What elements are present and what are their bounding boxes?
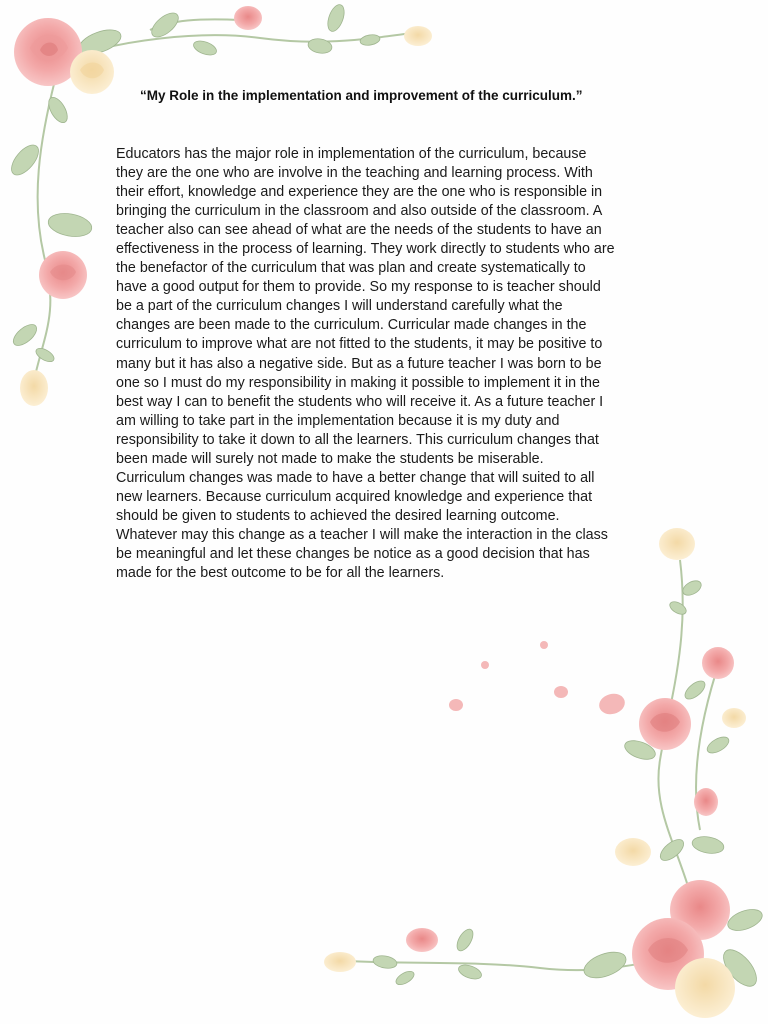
body-line: the benefactor of the curriculum that was plan and create systematically to [116,260,586,277]
document-body [116,145,656,583]
body-line: be meaningful and let these changes be notice as a good decision that has [116,545,590,562]
floating-petals [449,641,627,717]
body-line: Whatever may this change as a teacher I will make the interaction in the class [116,526,608,543]
body-line: teacher also can see ahead of what are the needs of the students to have an [116,222,602,239]
body-line: their effort, knowledge and experience they are the one who is responsible in [116,184,603,201]
document-title: “My Role in the implementation and improvement of the curriculum.” [140,88,583,103]
top-left-cream-rose [70,50,114,94]
body-line: made for the best outcome to be for all the learners. [116,565,445,582]
body-line: am willing to take part in the implementation because it is my duty and [116,412,560,429]
body-line: be a part of the curriculum changes I will understand carefully what the [116,298,563,315]
body-line: one so I must do my responsibility in making it possible to implement it in the [116,374,600,391]
left-cream-bud [20,370,48,406]
body-line: Educators has the major role in implementation of the curriculum, because [116,146,587,162]
body-line: Curriculum changes was made to have a better change that will suited to all [116,469,595,486]
body-line: they are the one who are involve in the teaching and learning process. With [116,165,593,182]
body-line: should be given to students to achieved the desired learning outcome. [116,507,560,524]
body-line: changes are been made to the curriculum. Curricular made changes in the [116,317,587,334]
body-line: many but it has also a negative side. But as a future teacher I was born to be [116,355,602,372]
body-line: curriculum to improve what are not fitted to the students, it may be positive to [116,336,603,353]
bottom-right-vine [330,560,720,970]
body-line: effectiveness in the process of learning. They work directly to students who are [116,241,615,258]
body-line: new learners. Because curriculum acquired knowledge and experience that [116,488,593,505]
left-rose [39,251,87,299]
body-line: been made will surely not made to make the students be miserable. [116,450,544,467]
body-line: responsibility to take it down to all the learners. This curriculum changes that [116,431,599,448]
body-line: bringing the curriculum in the classroom and also outside of the classroom. A [116,203,603,220]
body-line: have a good output for them to provide. So my response to is teacher should [116,279,601,296]
body-line: best way I can to benefit the students who will receive it. As a future teacher I [116,393,604,410]
